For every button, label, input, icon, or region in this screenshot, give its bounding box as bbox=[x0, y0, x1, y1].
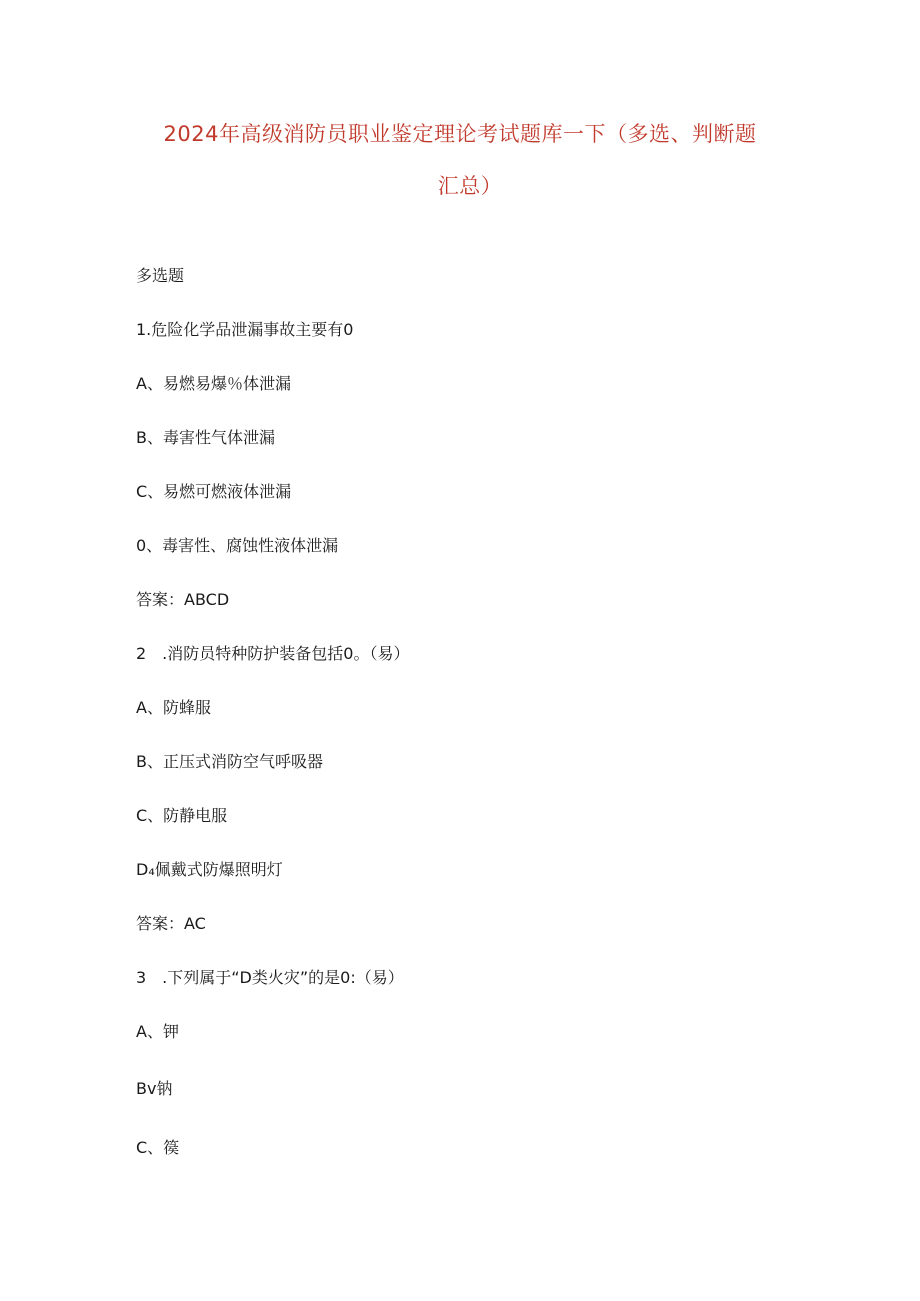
question-2-option-a: A、防蜂服 bbox=[136, 698, 211, 717]
question-1-option-b: B、毒害性气体泄漏 bbox=[136, 428, 275, 447]
question-2-option-c: C、防静电服 bbox=[136, 806, 228, 825]
question-1-option-a: A、易燃易爆％体泄漏 bbox=[136, 374, 291, 393]
question-2-option-d: D₄佩戴式防爆照明灯 bbox=[136, 860, 283, 879]
question-3-option-c: C、篌 bbox=[136, 1138, 180, 1157]
question-1-option-c: C、易燃可燃液体泄漏 bbox=[136, 482, 292, 501]
question-2-answer: 答案：AC bbox=[136, 914, 206, 933]
title-line-1: 2024年高级消防员职业鉴定理论考试题库一下（多选、判断题 bbox=[163, 122, 757, 146]
question-1-answer: 答案：ABCD bbox=[136, 590, 230, 609]
question-1-stem: 1.危险化学品泄漏事故主要有0 bbox=[136, 320, 354, 339]
question-3-option-a: A、钾 bbox=[136, 1022, 179, 1041]
section-heading: 多选题 bbox=[136, 266, 185, 285]
title-line-2: 汇总） bbox=[437, 174, 503, 198]
question-3-option-b: Bv钠 bbox=[136, 1079, 173, 1098]
question-2-option-b: B、正压式消防空气呼吸器 bbox=[136, 752, 323, 771]
question-3-stem: 3 .下列属于“D类火灾”的是0:（易） bbox=[136, 968, 404, 987]
question-1-option-d: 0、毒害性、腐蚀性液体泄漏 bbox=[136, 536, 339, 555]
document-title bbox=[120, 108, 800, 212]
question-2-stem: 2 .消防员特种防护装备包括0。（易） bbox=[136, 644, 410, 663]
